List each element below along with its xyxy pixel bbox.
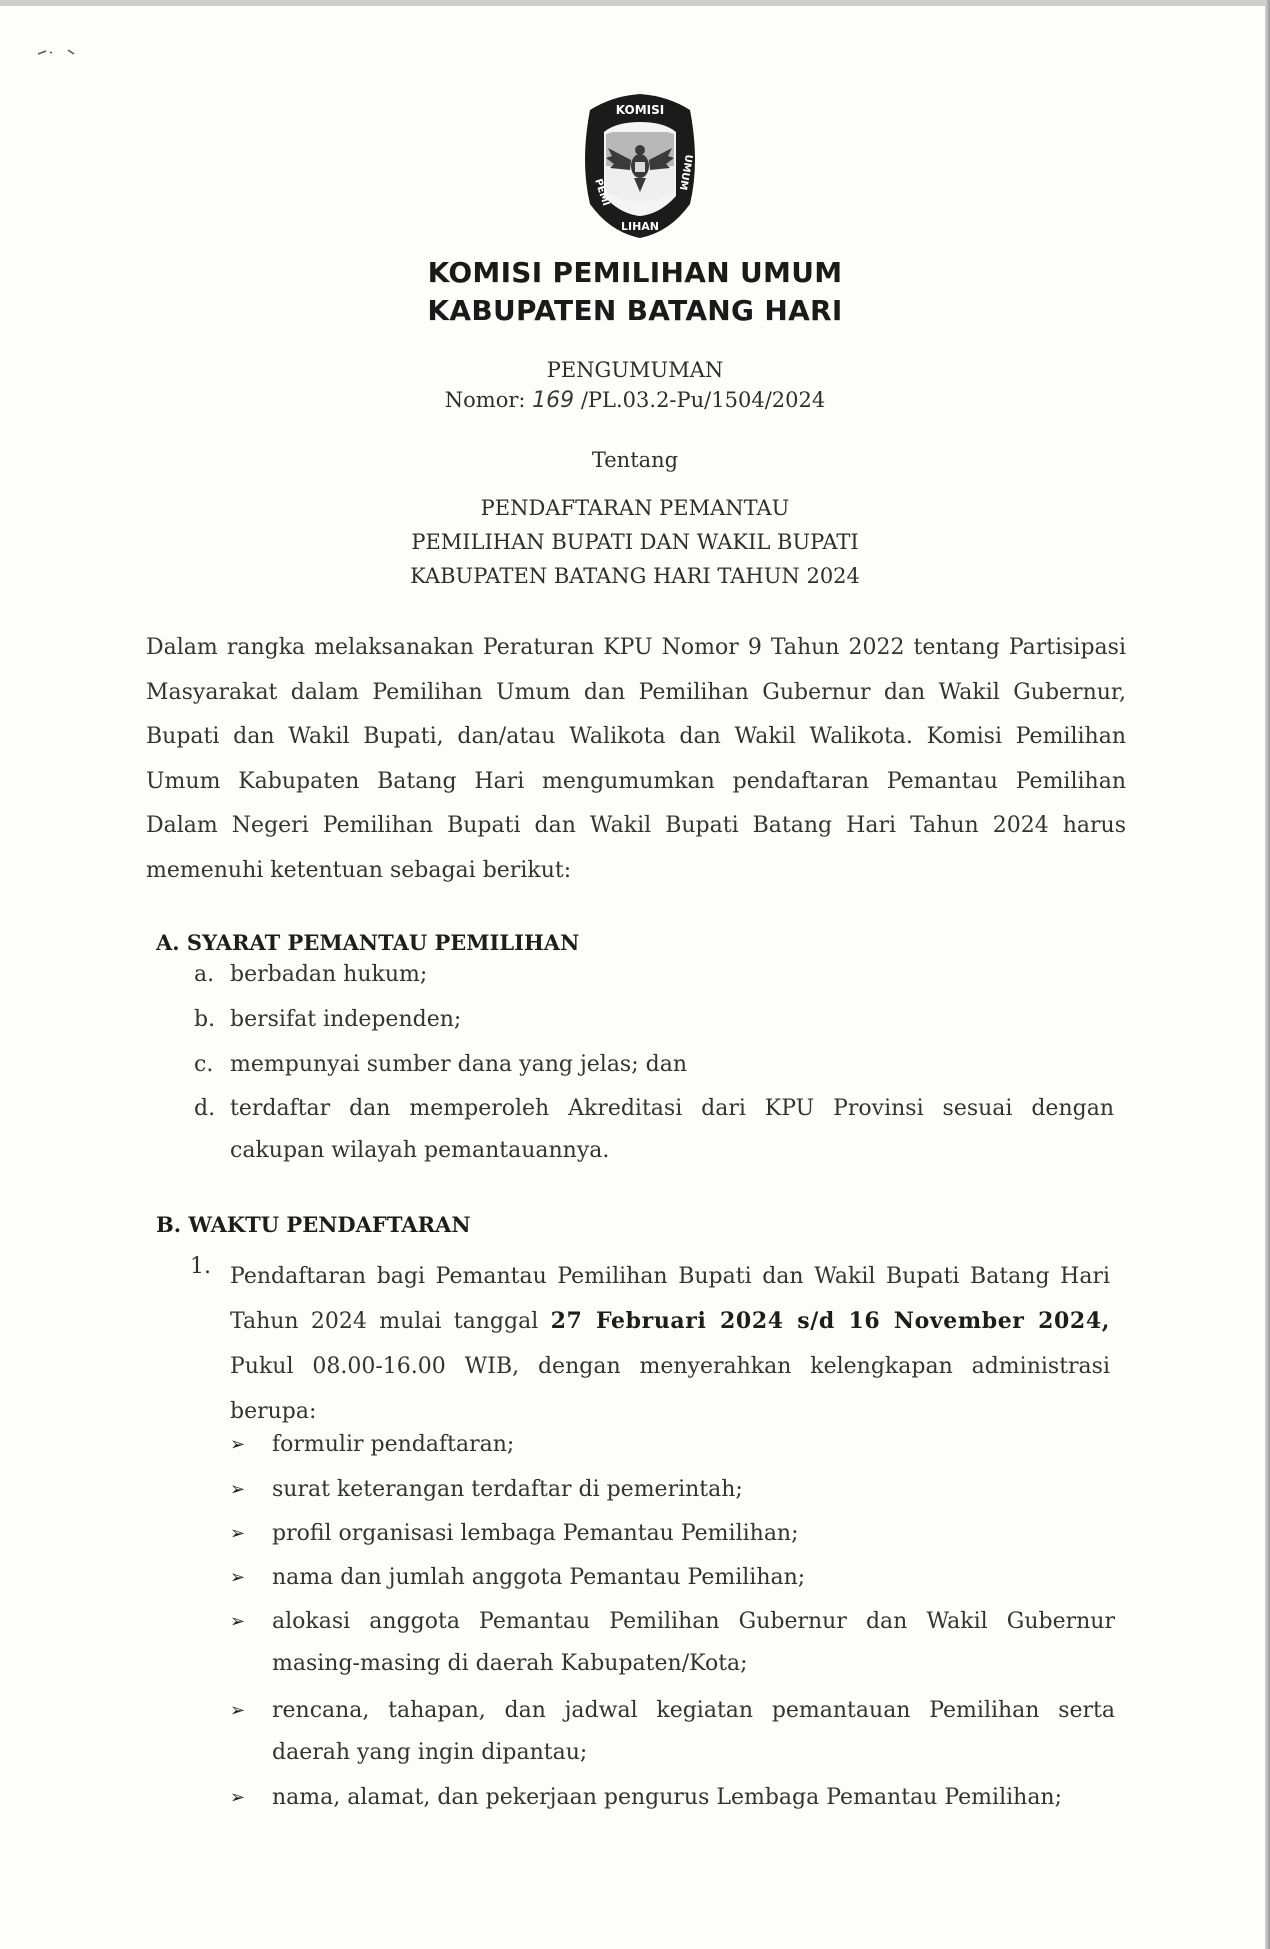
arrow-bullet-icon: ➢	[230, 1700, 246, 1721]
arrow-bullet-icon: ➢	[230, 1523, 246, 1544]
list-text: nama, alamat, dan pekerjaan pengurus Lembaga Pemantau Pemilihan;	[272, 1785, 1063, 1810]
arrow-bullet-icon: ➢	[230, 1611, 246, 1632]
svg-text:UMUM: UMUM	[676, 153, 694, 191]
list-text: formulir pendaftaran;	[272, 1432, 515, 1457]
list-text: surat keterangan terdaftar di pemerintah;	[272, 1477, 743, 1502]
registration-text-after: Pukul 08.00-16.00 WIB, dengan menyerahkan kelengkapan administrasi berupa:	[230, 1354, 1110, 1424]
list-text: rencana, tahapan, dan jadwal kegiatan pemantauan Pemilihan serta daerah yang ingin dipantau;	[272, 1698, 1115, 1765]
number-suffix: /PL.03.2-Pu/1504/2024	[580, 388, 826, 412]
section-b-title: B. WAKTU PENDAFTARAN	[156, 1212, 471, 1237]
list-text: alokasi anggota Pemantau Pemilihan Gubernur dan Wakil Gubernur masing-masing di daerah Kabupaten/Kota;	[272, 1609, 1115, 1676]
svg-text:KOMISI: KOMISI	[615, 103, 665, 117]
intro-paragraph	[146, 626, 1126, 893]
title-line3: KABUPATEN BATANG HARI TAHUN 2024	[410, 564, 860, 588]
svg-text:PEMI: PEMI	[592, 177, 612, 208]
announcement-label: PENGUMUMAN	[546, 358, 724, 382]
scan-edge-top	[0, 0, 1270, 6]
list-text: nama dan jumlah anggota Pemantau Pemilihan;	[272, 1565, 806, 1590]
number-handwritten: 169	[532, 388, 575, 413]
scan-edge-right	[1265, 0, 1270, 1949]
arrow-bullet-icon: ➢	[230, 1479, 246, 1500]
list-marker: d.	[194, 1096, 216, 1121]
list-marker: c.	[194, 1052, 214, 1077]
document-number	[0, 388, 1270, 413]
registration-text-before: Pendaftaran bagi Pemantau Pemilihan Bupati dan Wakil Bupati Batang Hari Tahun 2024 mulai tanggal	[230, 1264, 1110, 1334]
list-marker: 1.	[190, 1254, 211, 1279]
org-name-line1: KOMISI PEMILIHAN UMUM	[427, 256, 843, 289]
section-a-title: A. SYARAT PEMANTAU PEMILIHAN	[156, 930, 580, 955]
kpu-logo	[578, 92, 702, 240]
title-line2: PEMILIHAN BUPATI DAN WAKIL BUPATI	[411, 530, 859, 554]
registration-dates: 27 Februari 2024 s/d 16 November 2024,	[550, 1308, 1110, 1334]
intro-text: Dalam rangka melaksanakan Peraturan KPU Nomor 9 Tahun 2022 tentang Partisipasi Masyarakat dalam Pemilihan Umum dan Pemilihan Gubernur dan Wakil Gubernur, Bupati dan Wakil Bupati, dan/atau Walikota dan Wakil Walikota. Komisi Pemilihan Umum Kabupaten Batang Hari mengumumkan pendaftaran Pemantau Pemilihan Dalam Negeri Pemilihan Bupati dan Wakil Bupati Batang Hari Tahun 2024 harus memenuhi ketentuan sebagai berikut:	[146, 635, 1126, 883]
svg-text:LIHAN: LIHAN	[620, 220, 660, 233]
list-marker: a.	[194, 962, 215, 987]
list-marker: b.	[194, 1007, 216, 1032]
about-label: Tentang	[591, 448, 679, 472]
org-name-line2: KABUPATEN BATANG HARI	[427, 294, 843, 327]
title-line1: PENDAFTARAN PEMANTAU	[480, 496, 790, 520]
arrow-bullet-icon: ➢	[230, 1434, 246, 1455]
list-text: profil organisasi lembaga Pemantau Pemilihan;	[272, 1521, 799, 1546]
number-prefix: Nomor:	[444, 388, 526, 412]
list-text: berbadan hukum;	[230, 962, 428, 987]
arrow-bullet-icon: ➢	[230, 1567, 246, 1588]
scan-speck	[38, 48, 78, 56]
registration-text	[230, 1254, 1110, 1434]
list-text: mempunyai sumber dana yang jelas; dan	[230, 1052, 687, 1077]
list-text: bersifat independen;	[230, 1007, 462, 1032]
list-text: terdaftar dan memperoleh Akreditasi dari KPU Provinsi sesuai dengan cakupan wilayah pemantauannya.	[230, 1096, 1114, 1163]
arrow-bullet-icon: ➢	[230, 1787, 246, 1808]
